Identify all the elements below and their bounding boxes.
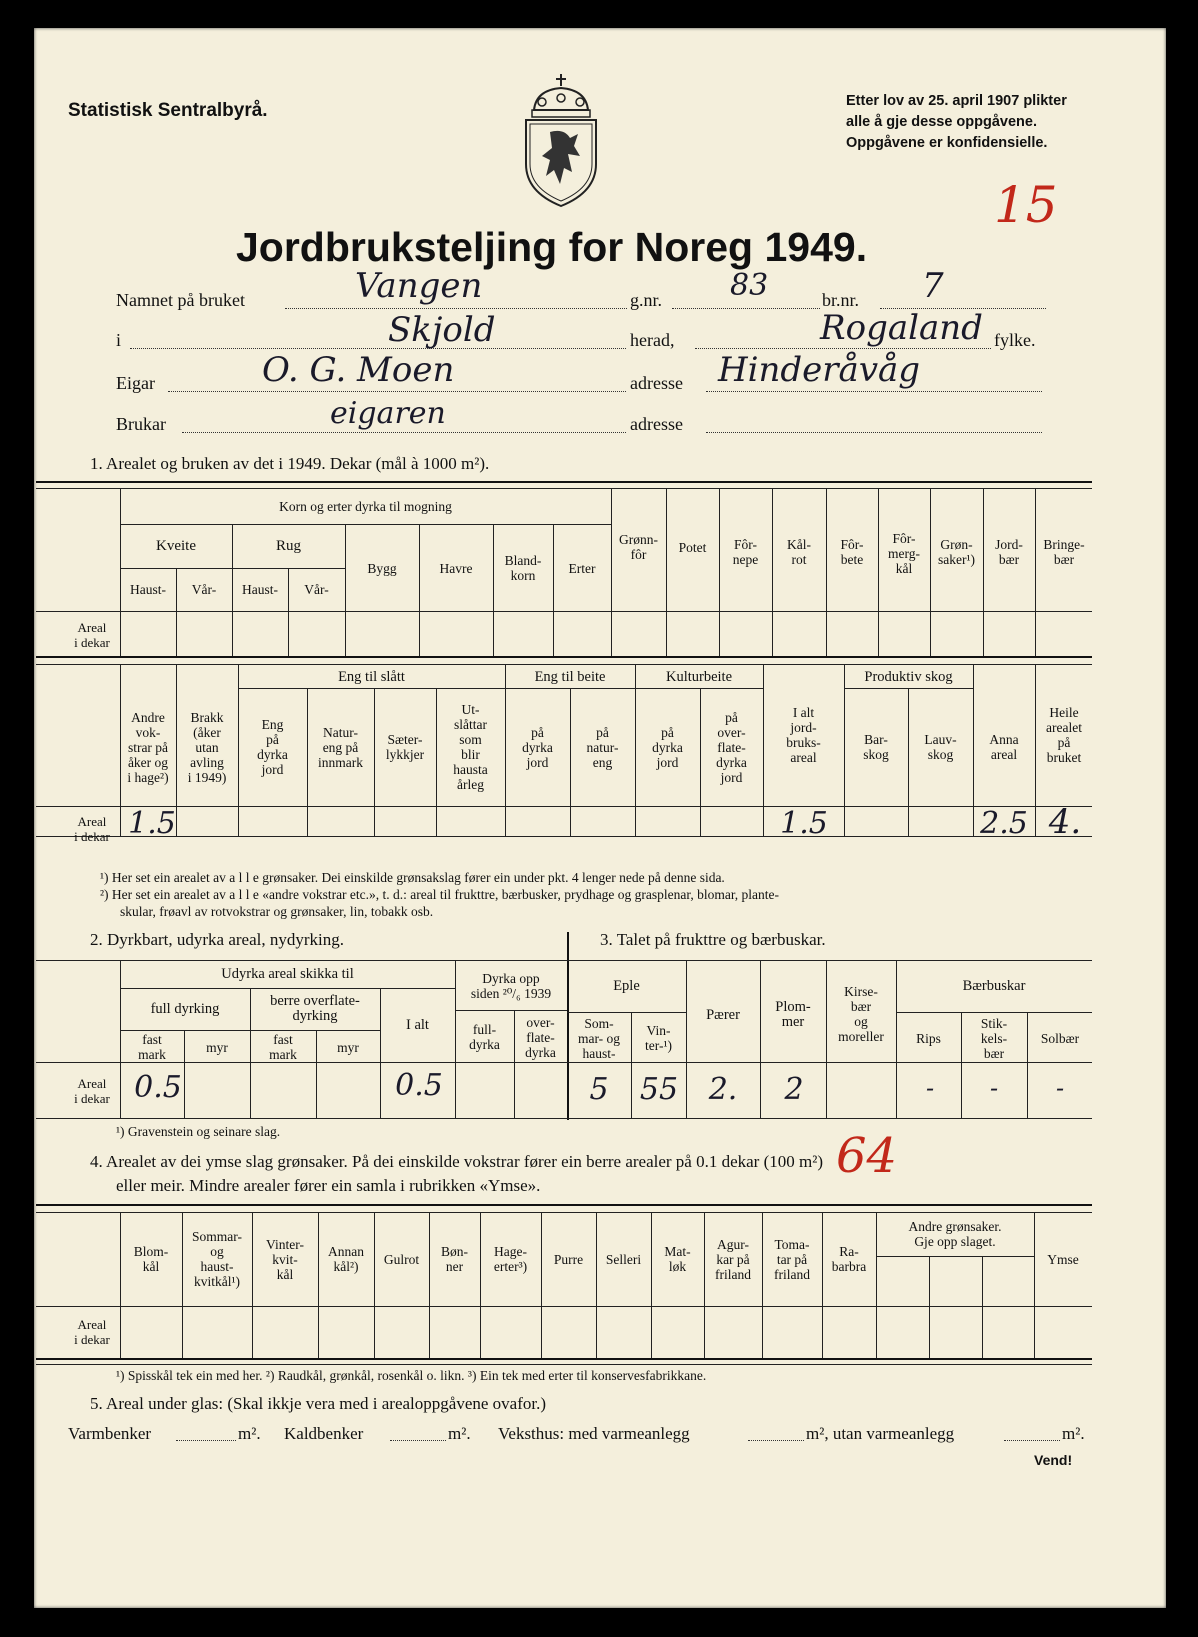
- s3-vinter: Vin- ter-¹): [644, 1023, 672, 1053]
- s1b-kulturbeite: Kulturbeite: [665, 668, 733, 685]
- s2-berre-overflate: berre overflate- dyrking: [270, 993, 360, 1024]
- s3-value-solbaer: -: [1055, 1074, 1065, 1102]
- s3-value-vinter: 55: [639, 1072, 679, 1107]
- s3-kirsebaer: Kirse- bær og moreller: [838, 984, 884, 1044]
- gnr-label: g.nr.: [630, 290, 663, 310]
- brnr-label: br.nr.: [822, 290, 860, 310]
- s1-jordbaer: Jord- bær: [995, 537, 1023, 567]
- section4-title-line1: 4. Arealet av dei ymse slag grønsaker. På dei einskilde vokstrar fører ein berre arealer på 0.1 dekar (100 m²): [90, 1152, 823, 1171]
- s3-value-stikkelsbaer: -: [989, 1074, 999, 1102]
- s1-kveite-haust: Haust-: [130, 581, 166, 597]
- s3-baerbuskar: Bærbuskar: [962, 977, 1026, 994]
- s4-matlok: Mat- løk: [664, 1244, 691, 1274]
- s1-formergkal: Fôr- merg- kål: [888, 530, 920, 576]
- s1b-brakk: Brakk (åker utan avling i 1949): [187, 709, 227, 785]
- brukar-label: Brukar: [116, 414, 166, 434]
- s1-kalrot: Kål- rot: [787, 537, 811, 567]
- s4-hageerter: Hage- erter³): [493, 1244, 528, 1274]
- section1-title: 1. Arealet og bruken av det i 1949. Dekar (mål à 1000 m²).: [90, 454, 490, 473]
- s2-myr-2: myr: [337, 1039, 359, 1055]
- legal-notice-line2: alle å gje desse oppgåvene.: [846, 114, 1037, 130]
- s2-i-alt: I alt: [406, 1016, 429, 1033]
- s4-rabarbra: Ra- barbra: [831, 1244, 867, 1274]
- s4-andre-gronsaker: Andre grønsaker. Gje opp slaget.: [908, 1219, 1002, 1249]
- red-handwritten-mark: 15: [994, 176, 1058, 234]
- s1b-heile-arealet: Heile arealet på bruket: [1046, 705, 1082, 765]
- herad-value: Rogaland: [820, 308, 983, 348]
- s1b-value-heile: 4.: [1048, 802, 1082, 842]
- s1b-areal-label: Areal i dekar: [74, 814, 110, 844]
- s4-tomatar: Toma- tar på friland: [774, 1236, 810, 1282]
- red-handwritten-mark-2: 64: [836, 1128, 898, 1184]
- s1b-i-alt: I alt jord- bruks- areal: [786, 705, 821, 765]
- s5-utan-varmeanlegg: m², utan varmeanlegg: [806, 1424, 955, 1443]
- farm-name-value: Vangen: [355, 266, 483, 306]
- s1b-natureng: Natur- eng på innmark: [318, 724, 363, 770]
- eigar-value: O. G. Moen: [262, 350, 455, 390]
- s1b-eng-til-slatt: Eng til slått: [338, 668, 405, 685]
- s1b-beite-dyrka: på dyrka jord: [522, 724, 553, 770]
- s1-blandkorn: Bland- korn: [504, 553, 542, 583]
- herad-label: herad,: [630, 330, 675, 350]
- namnet-label: Namnet på bruket: [116, 290, 245, 310]
- agency-name: Statistisk Sentralbyrå.: [68, 100, 268, 121]
- s3-value-rips: -: [925, 1074, 935, 1102]
- footnote-2b: skular, frøavl av rotvokstrar og grønsaker, lin, tobakk osb.: [120, 904, 434, 919]
- brukar-value: eigaren: [330, 396, 446, 431]
- s4-vinterkvitkal: Vinter- kvit- kål: [266, 1236, 304, 1282]
- coat-of-arms-emblem: [520, 72, 602, 210]
- s1-gronsaker: Grøn- saker¹): [937, 537, 976, 567]
- s4-bonner: Bøn- ner: [441, 1244, 468, 1274]
- s1b-kb-dyrka: på dyrka jord: [652, 724, 683, 770]
- s3-value-plommer: 2: [784, 1072, 804, 1107]
- s1-potet: Potet: [678, 540, 707, 555]
- section5-title: 5. Areal under glas: (Skal ikkje vera med i arealoppgåvene ovafor.): [90, 1394, 546, 1413]
- s1-havre: Havre: [439, 560, 473, 576]
- s1b-value-andre: 1.5: [128, 806, 176, 841]
- s3-solbaer: Solbær: [1040, 1030, 1080, 1046]
- s1b-value-ialt: 1.5: [780, 806, 828, 841]
- s3-paerer: Pærer: [706, 1006, 740, 1023]
- adresse-label: adresse: [630, 373, 683, 393]
- s1-erter: Erter: [568, 560, 596, 576]
- s1-gronnfor: Grønn- fôr: [619, 532, 658, 562]
- s1b-produktiv-skog: Produktiv skog: [864, 668, 953, 685]
- s3-stikkelsbaer: Stik- kels- bær: [980, 1015, 1008, 1061]
- eigar-label: Eigar: [116, 373, 155, 393]
- fylke-label: fylke.: [994, 330, 1036, 350]
- s3-value-sommar: 5: [589, 1072, 609, 1107]
- s1b-saeterlykkjer: Sæter- lykkjer: [385, 732, 425, 762]
- s5-kaldbenker-label: Kaldbenker: [284, 1424, 364, 1443]
- s1b-utslattar: Ut- slåttar som blir hausta årleg: [453, 702, 488, 792]
- s1-rug: Rug: [275, 537, 301, 554]
- legal-notice-line3: Oppgåvene er konfidensielle.: [846, 135, 1048, 151]
- s2-myr-1: myr: [206, 1039, 228, 1055]
- s4-gulrot: Gulrot: [383, 1251, 420, 1267]
- s4-sommarkvitkal: Sommar- og haust- kvitkål¹): [192, 1229, 242, 1289]
- s1b-beite-natur: på natur- eng: [586, 724, 619, 770]
- s1-bringebaer: Bringe- bær: [1043, 537, 1085, 567]
- s2-value-fast-mark: 0.5: [134, 1070, 182, 1105]
- s1-korn-group-header: Korn og erter dyrka til mogning: [279, 498, 452, 514]
- footnote-2: ²) Her set ein arealet av a l l e «andre vokstrar etc.», t. d.: areal til frukttre, bærbusker, prydhage og grasplenar, blomar, plante-: [100, 887, 780, 902]
- s2-dyrka-opp: Dyrka opp siden ²⁰/₆ 1939: [470, 971, 552, 1001]
- i-label: i: [116, 330, 122, 350]
- brnr-value: 7: [922, 266, 944, 306]
- form-title: Jordbruksteljing for Noreg 1949.: [236, 224, 868, 270]
- s4-areal-label: Areal i dekar: [74, 1317, 110, 1347]
- s4-ymse: Ymse: [1047, 1251, 1079, 1267]
- section4-title-line2: eller meir. Mindre arealer fører ein samla i rubrikken «Ymse».: [116, 1176, 541, 1195]
- s3-value-paerer: 2.: [708, 1072, 738, 1107]
- s5-m2-a: m².: [238, 1424, 261, 1443]
- s1b-value-anna: 2.5: [980, 806, 1028, 841]
- s1b-eng-til-beite: Eng til beite: [534, 668, 606, 685]
- footnote-section4: ¹) Spisskål tek ein med her. ²) Raudkål, grønkål, rosenkål o. likn. ³) Ein tek med erter til konservesfabrikkane.: [116, 1368, 707, 1383]
- i-value: Skjold: [388, 310, 496, 350]
- s2-value-ialt: 0.5: [395, 1068, 443, 1103]
- s5-veksthus-label: Veksthus: med varmeanlegg: [498, 1424, 690, 1443]
- s5-m2-d: m².: [1062, 1424, 1085, 1443]
- vend-note: Vend!: [1034, 1452, 1073, 1468]
- s3-sommar: Som- mar- og haust-: [577, 1015, 621, 1061]
- s4-agurkar: Agur- kar på friland: [715, 1236, 751, 1282]
- s1-fornepe: Fôr- nepe: [732, 537, 759, 567]
- s1b-anna-areal: Anna areal: [989, 732, 1019, 762]
- s2-fast-mark-1: fast mark: [138, 1032, 166, 1062]
- adresse-value: Hinderåvåg: [718, 350, 921, 390]
- s1b-andre-vokstrar: Andre vok- strar på åker og i hage²): [127, 709, 169, 785]
- s2-fulldyrka: full- dyrka: [469, 1022, 500, 1052]
- s2-areal-label: Areal i dekar: [74, 1076, 110, 1106]
- s4-annankal: Annan kål²): [328, 1244, 364, 1274]
- section2-title: 2. Dyrkbart, udyrka areal, nydyrking.: [90, 930, 344, 949]
- footnote-1: ¹) Her set ein arealet av a l l e grønsaker. Dei einskilde grønsakslag fører ein under pkt. 4 lenger nede på denne sida.: [100, 870, 725, 885]
- footnote-gravenstein: ¹) Gravenstein og seinare slag.: [116, 1124, 281, 1139]
- section3-title: 3. Talet på frukttre og bærbuskar.: [600, 930, 826, 949]
- s2-overflatedyrka: over- flate- dyrka: [525, 1014, 556, 1060]
- s5-m2-b: m².: [448, 1424, 471, 1443]
- s1b-eng-dyrka-jord: Eng på dyrka jord: [257, 717, 288, 777]
- s4-purre: Purre: [553, 1251, 584, 1267]
- s1-kveite-var: Vår-: [191, 581, 217, 597]
- gnr-value: 83: [730, 268, 769, 303]
- s1-kveite: Kveite: [156, 537, 196, 554]
- s1-rug-var: Vår-: [304, 581, 329, 597]
- adresse2-label: adresse: [630, 414, 683, 434]
- s1-forbete: Fôr- bete: [840, 537, 864, 567]
- s4-selleri: Selleri: [605, 1251, 642, 1267]
- s3-eple: Eple: [613, 977, 640, 994]
- s2-fast-mark-2: fast mark: [269, 1032, 297, 1062]
- s1-areal-label: Areal i dekar: [74, 620, 110, 650]
- s1b-barskog: Bar- skog: [863, 732, 889, 762]
- s2-full-dyrking: full dyrking: [150, 1000, 220, 1017]
- s1-bygg: Bygg: [367, 560, 397, 576]
- legal-notice-line1: Etter lov av 25. april 1907 plikter: [846, 93, 1067, 109]
- s5-varmbenker-label: Varmbenker: [68, 1424, 152, 1443]
- s1-rug-haust: Haust-: [242, 581, 278, 597]
- s3-rips: Rips: [916, 1030, 941, 1046]
- s1b-kb-overflate: på over- flate- dyrka jord: [716, 709, 747, 785]
- s2-udyrka-header: Udyrka areal skikka til: [221, 965, 354, 982]
- s3-plommer: Plom- mer: [775, 999, 811, 1030]
- s1b-lauvskog: Lauv- skog: [924, 732, 957, 762]
- s4-blomkal: Blom- kål: [133, 1244, 169, 1274]
